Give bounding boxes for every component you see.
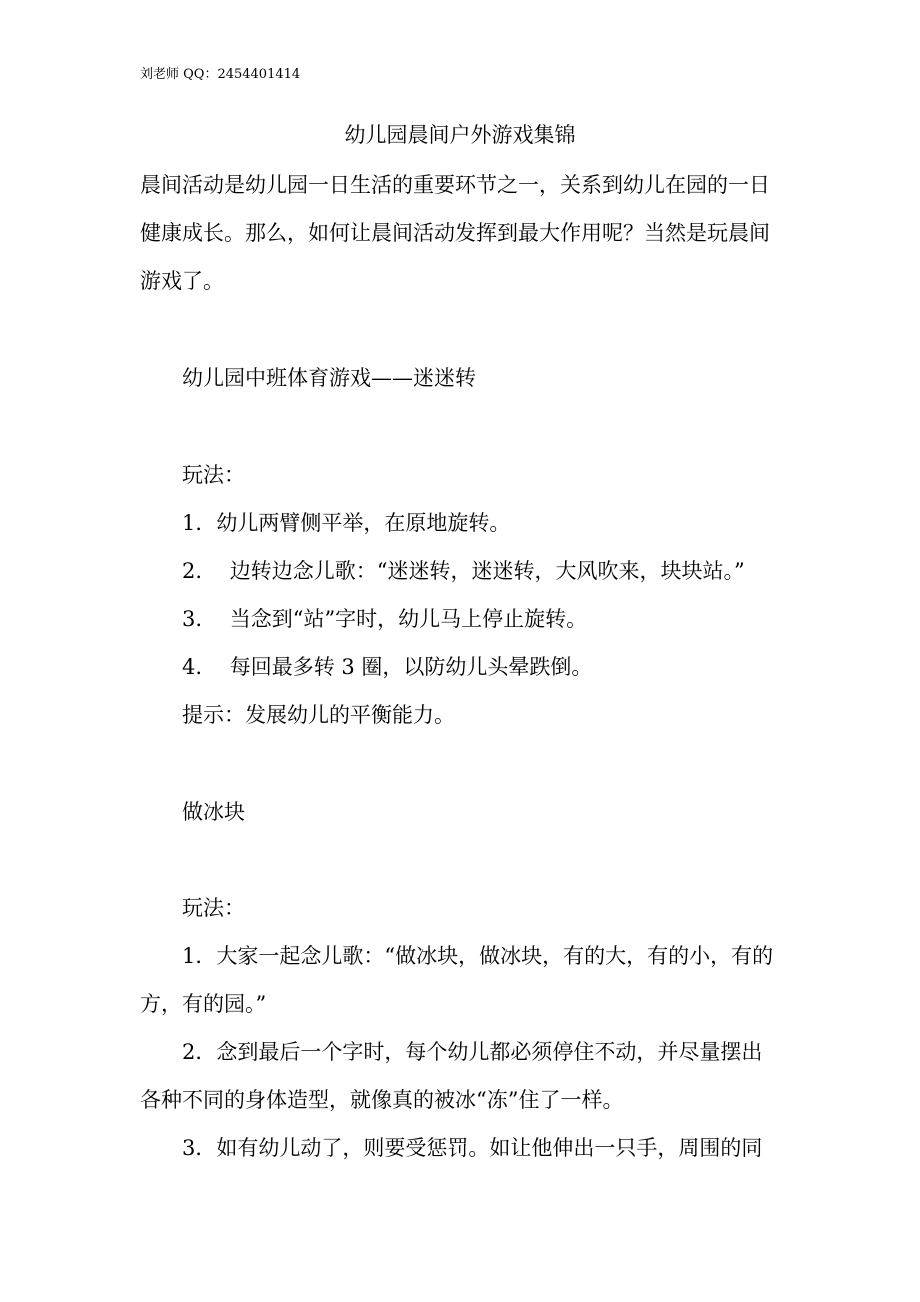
game2-heading: 做冰块 (182, 800, 245, 824)
game1-tip: 提示：发展幼儿的平衡能力。 (182, 703, 455, 727)
document-title: 幼儿园晨间户外游戏集锦 (344, 123, 576, 147)
game2-line: 3．如有幼儿动了，则要受惩罚。如让他伸出一只手，周围的同 (182, 1136, 763, 1160)
intro-line: 健康成长。那么，如何让晨间活动发挥到最大作用呢？当然是玩晨间 (140, 221, 770, 245)
game1-heading: 幼儿园中班体育游戏——迷迷转 (182, 366, 476, 390)
intro-line: 晨间活动是幼儿园一日生活的重要环节之一，关系到幼儿在园的一日 (140, 173, 770, 197)
intro-line: 游戏了。 (140, 269, 224, 293)
game1-step: 3. 当念到“站”字时，幼儿马上停止旋转。 (182, 607, 588, 631)
game1-step: 1．幼儿两臂侧平举，在原地旋转。 (182, 511, 511, 535)
game1-play-label: 玩法： (182, 463, 245, 487)
game1-step: 2. 边转边念儿歌：“迷迷转，迷迷转，大风吹来，块块站。” (182, 559, 745, 583)
game1-step: 4. 每回最多转 3 圈，以防幼儿头晕跌倒。 (182, 655, 593, 679)
game2-line: 2．念到最后一个字时，每个幼儿都必须停住不动，并尽量摆出 (182, 1040, 763, 1064)
game2-play-label: 玩法： (182, 896, 245, 920)
game2-line: 方，有的园。” (140, 992, 267, 1016)
game2-line: 各种不同的身体造型，就像真的被冰“冻”住了一样。 (140, 1088, 624, 1112)
game2-line: 1．大家一起念儿歌：“做冰块，做冰块，有的大，有的小，有的 (182, 944, 774, 968)
page-header-contact: 刘老师 QQ：2454401414 (140, 67, 301, 82)
